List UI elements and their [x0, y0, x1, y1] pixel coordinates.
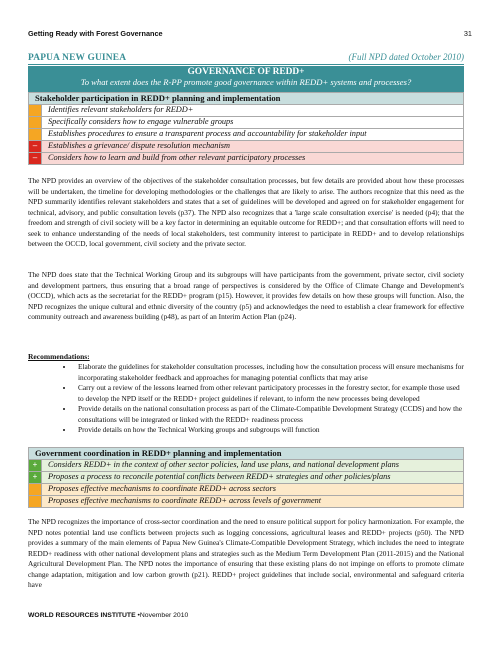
- coordination-criteria-table: [28, 447, 464, 508]
- criterion-text: Specifically considers how to engage vulnerable groups: [42, 117, 464, 129]
- criteria-row: [29, 153, 464, 165]
- list-item: • Provide details on the national consultation process as part of the Climate-Compatible Development Strategy (CCDS) and how the consultations will be integrated or linked with the REDD+ readiness process: [74, 404, 464, 425]
- criteria-row: [29, 460, 464, 472]
- criteria-row: [29, 117, 464, 129]
- status-marker: [29, 129, 42, 141]
- country-rule: [28, 64, 464, 65]
- criterion-text: Identifies relevant stakeholders for REDD+: [42, 105, 464, 117]
- recommendations-heading: Recommendations:: [28, 352, 90, 361]
- criteria-row: [29, 472, 464, 484]
- body-paragraph: The NPD recognizes the importance of cross-sector coordination and the need to ensure political support for policy harmonization. For example, the NPD notes potential land use conflicts between projects such as logging concessions, agricultural leases and REDD+ projects (p50). The NPD provides a summary of the main elements of Papua New Guinea's Climate-Compatible Development Strategy, which includes the need to integrate REDD+ readiness with other national development plans and strategies such as the Medium Term Development Plan (2011-2015) and the National Agricultural Development Plan. The NPD notes the importance of ensuring that these existing plans do not impinge on efforts to promote climate change adaptation, mitigation and low carbon growth (p21). REDD+ project guidelines that include social, environmental and safeguard criteria have: [28, 517, 465, 590]
- footer-org: WORLD RESOURCES INSTITUTE: [28, 612, 136, 619]
- criterion-text: Considers REDD+ in the context of other sector policies, land use plans, and national development plans: [42, 460, 464, 472]
- criteria-row: [29, 484, 464, 496]
- footer-date: •November 2010: [137, 612, 189, 619]
- criteria-row: [29, 129, 464, 141]
- criteria-row: [29, 141, 464, 153]
- country-name: PAPUA NEW GUINEA: [28, 53, 127, 63]
- criteria-row: [29, 496, 464, 508]
- status-marker: [29, 117, 42, 129]
- banner-subtitle: To what extent does the R-PP promote good governance within REDD+ systems and processes?: [80, 77, 412, 87]
- body-paragraph: The NPD does state that the Technical Working Group and its subgroups will have participants from the government, private sector, civil society and development partners, thus ensuring that a broad range of perspectives is considered by the Office of Climate Change and Development's (OCCD), which acts as the secretariat for the REDD+ program (p15). However, it provides few details on how these groups will function. Also, the NPD recognizes the unique cultural and ethnic diversity of the country (p5) and acknowledges the need to establish a clear framework for effective community outreach and awareness building (p48), as part of an Interim Action Plan (p24).: [28, 270, 464, 322]
- page-number: 31: [463, 29, 472, 38]
- npd-note: (Full NPD dated October 2010): [348, 52, 464, 62]
- criterion-text: Considers how to learn and build from other relevant participatory processes: [42, 153, 464, 165]
- status-marker: +: [29, 472, 42, 484]
- criterion-text: Proposes a process to reconcile potential conflicts between REDD+ strategies and other policies/plans: [42, 472, 464, 484]
- recommendations-list: [28, 362, 464, 436]
- banner-title: GOVERNANCE OF REDD+: [187, 67, 305, 77]
- criteria-heading-row: [29, 448, 464, 460]
- stakeholder-criteria-table: [28, 92, 464, 165]
- list-item: • Elaborate the guidelines for stakeholder consultation processes, including how the consultation process will ensure mechanisms for incorporating stakeholder feedback and approaches for managing potential conflicts that may arise: [74, 362, 464, 383]
- list-item: • Provide details on how the Technical Working groups and subgroups will function: [74, 425, 464, 436]
- running-head: [28, 29, 472, 38]
- criterion-text: Establishes procedures to ensure a transparent process and accountability for stakeholder input: [42, 129, 464, 141]
- status-marker: –: [29, 141, 42, 153]
- status-marker: [29, 105, 42, 117]
- status-marker: –: [29, 153, 42, 165]
- country-header: [28, 52, 464, 63]
- body-paragraph: The NPD provides an overview of the objectives of the stakeholder consultation processes, but few details are provided about how these processes will be undertaken, the timeline for developing methodologies or the challenges that are likely to arise. The authors recognize that this need as the NPD summarily identifies relevant stakeholders and states that a set of guidelines will be developed and agreed on for stakeholder engagement for technical, advisory, and public consultation levels (p37). The NPD also recognizes that a 'large scale consultation exercise' is needed (p4); that the freedom and strength of civil society will be a key factor in determining an equitable outcome for REDD+; and that consultation efforts will need to seek to enhance understanding of the needs of local stakeholders, test community interest to participate in REDD+ and to develop relationships between the OCCD, local government, civil society and the private sector.: [28, 176, 464, 249]
- criteria-row: [29, 105, 464, 117]
- section-heading: Government coordination in REDD+ planning and implementation: [29, 448, 464, 460]
- criteria-heading-row: [29, 93, 464, 105]
- status-marker: [29, 484, 42, 496]
- criterion-text: Proposes effective mechanisms to coordinate REDD+ across sectors: [42, 484, 464, 496]
- status-marker: +: [29, 460, 42, 472]
- list-item: • Carry out a review of the lessons learned from other relevant participatory processes in the forestry sector, for example those used to develop the NPD itself or the REDD+ project guidelines if relevant, to inform the new processes being developed: [74, 383, 464, 404]
- criterion-text: Establishes a grievance/ dispute resolution mechanism: [42, 141, 464, 153]
- status-marker: [29, 496, 42, 508]
- page-footer: [28, 612, 188, 619]
- governance-banner: [28, 66, 464, 92]
- criterion-text: Proposes effective mechanisms to coordinate REDD+ across levels of government: [42, 496, 464, 508]
- section-heading: Stakeholder participation in REDD+ planning and implementation: [29, 93, 464, 105]
- running-head-title: Getting Ready with Forest Governance: [28, 29, 163, 38]
